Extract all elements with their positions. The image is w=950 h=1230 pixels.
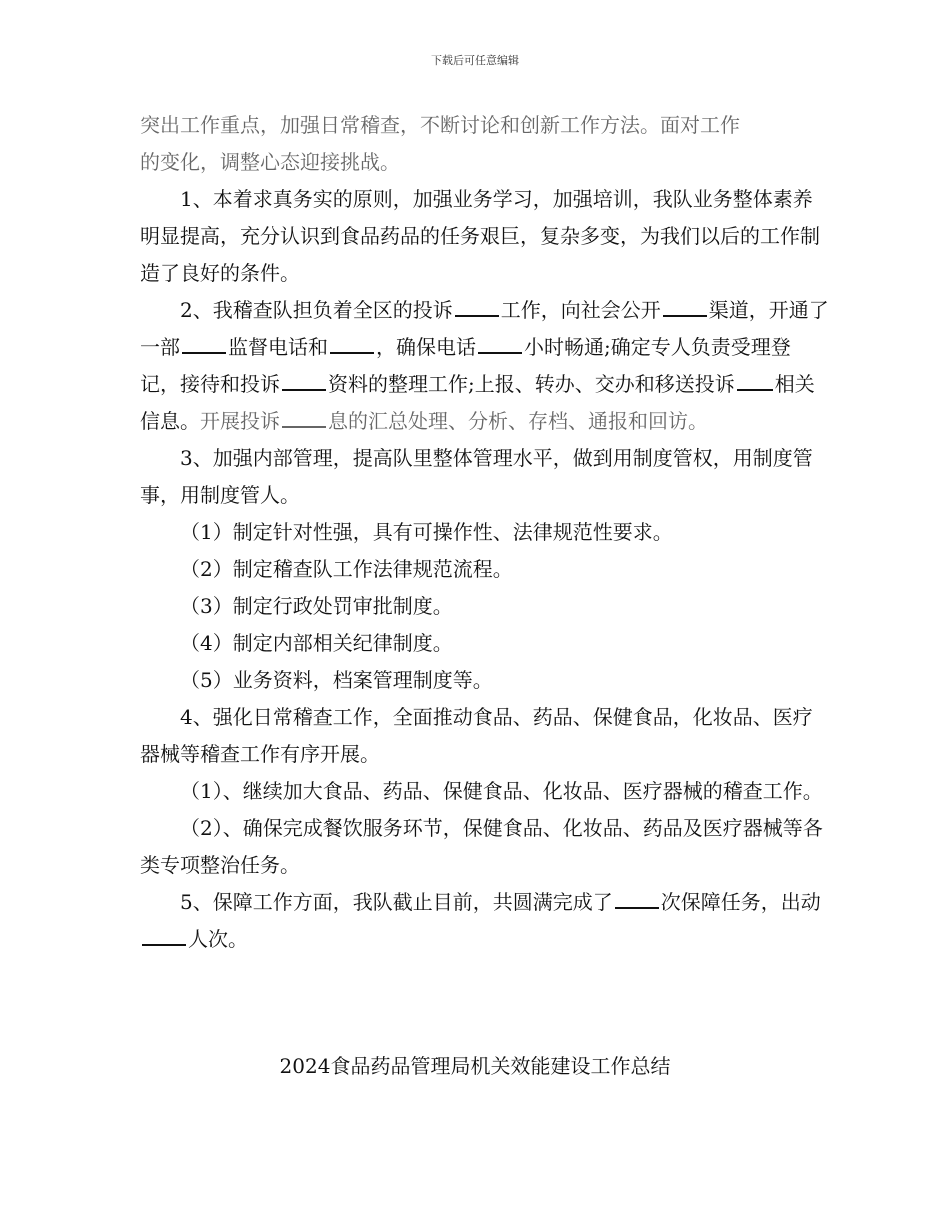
intro-line-2: 的变化，调整心态迎接挑战。 bbox=[140, 150, 400, 174]
list-item: （2）、确保完成餐饮服务环节，保健食品、化妆品、药品及医疗器械等各类专项整治任务。 bbox=[140, 816, 823, 877]
paragraph-5 bbox=[140, 884, 830, 958]
list-item: （2）制定稽查队工作法律规范流程。 bbox=[180, 557, 513, 581]
blank-underline bbox=[737, 371, 773, 391]
p2-gray-text: 息的汇总处理、分析、存档、通报和回访。 bbox=[328, 409, 708, 433]
blank-underline bbox=[282, 371, 326, 391]
blank-underline bbox=[455, 297, 499, 317]
list-item: （1）制定针对性强，具有可操作性、法律规范性要求。 bbox=[180, 520, 673, 544]
blank-underline bbox=[663, 297, 707, 317]
blank-underline bbox=[182, 334, 226, 354]
list-item: （4）制定内部相关纪律制度。 bbox=[180, 631, 453, 655]
blank-underline bbox=[615, 889, 659, 909]
p2-text: 相关信息。 bbox=[140, 372, 815, 433]
list-item: （5）业务资料，档案管理制度等。 bbox=[180, 668, 493, 692]
document-body bbox=[140, 107, 830, 958]
p2-text: ，确保电话 bbox=[376, 335, 476, 359]
page-header-note: 下载后可任意编辑 bbox=[431, 54, 519, 67]
list-item: （1）、继续加大食品、药品、保健食品、化妆品、医疗器械的稽查工作。 bbox=[180, 779, 823, 803]
blank-underline bbox=[142, 926, 186, 946]
paragraph-3: 3、加强内部管理，提高队里整体管理水平，做到用制度管权，用制度管事，用制度管人。 bbox=[140, 446, 813, 507]
p2-text: 渠道，开通了一部 bbox=[140, 298, 829, 359]
intro-line-1: 突出工作重点，加强日常稽查，不断讨论和创新工作方法。面对工作 bbox=[140, 113, 740, 137]
next-document-title: 2024食品药品管理局机关效能建设工作总结 bbox=[279, 1054, 671, 1078]
p2-text: 2、我稽查队担负着全区的投诉 bbox=[180, 298, 453, 322]
p2-text: 资料的整理工作;上报、转办、交办和移送投诉 bbox=[328, 372, 735, 396]
paragraph-1: 1、本着求真务实的原则，加强业务学习，加强培训，我队业务整体素养明显提高，充分认识到食品药品的任务艰巨，复杂多变，为我们以后的工作制造了良好的条件。 bbox=[140, 187, 820, 285]
paragraph-intro bbox=[140, 107, 830, 181]
list-item: （3）制定行政处罚审批制度。 bbox=[180, 594, 453, 618]
blank-underline bbox=[478, 334, 522, 354]
p2-gray-text: 开展投诉 bbox=[200, 409, 280, 433]
paragraph-2 bbox=[140, 292, 830, 440]
paragraph-4: 4、强化日常稽查工作，全面推动食品、药品、保健食品，化妆品、医疗器械等稽查工作有序开展。 bbox=[140, 705, 813, 766]
blank-underline bbox=[282, 408, 326, 428]
p2-text: 小时畅通;确定专人负责受理登记，接待和投诉 bbox=[140, 335, 791, 396]
p5-text: 5、保障工作方面，我队截止目前，共圆满完成了 bbox=[180, 890, 613, 914]
p5-text: 次保障任务，出动 bbox=[660, 890, 821, 914]
blank-underline bbox=[330, 334, 374, 354]
p5-text: 人次。 bbox=[188, 927, 248, 951]
p2-text: 监督电话和 bbox=[228, 335, 328, 359]
p2-text: 工作，向社会公开 bbox=[500, 298, 661, 322]
